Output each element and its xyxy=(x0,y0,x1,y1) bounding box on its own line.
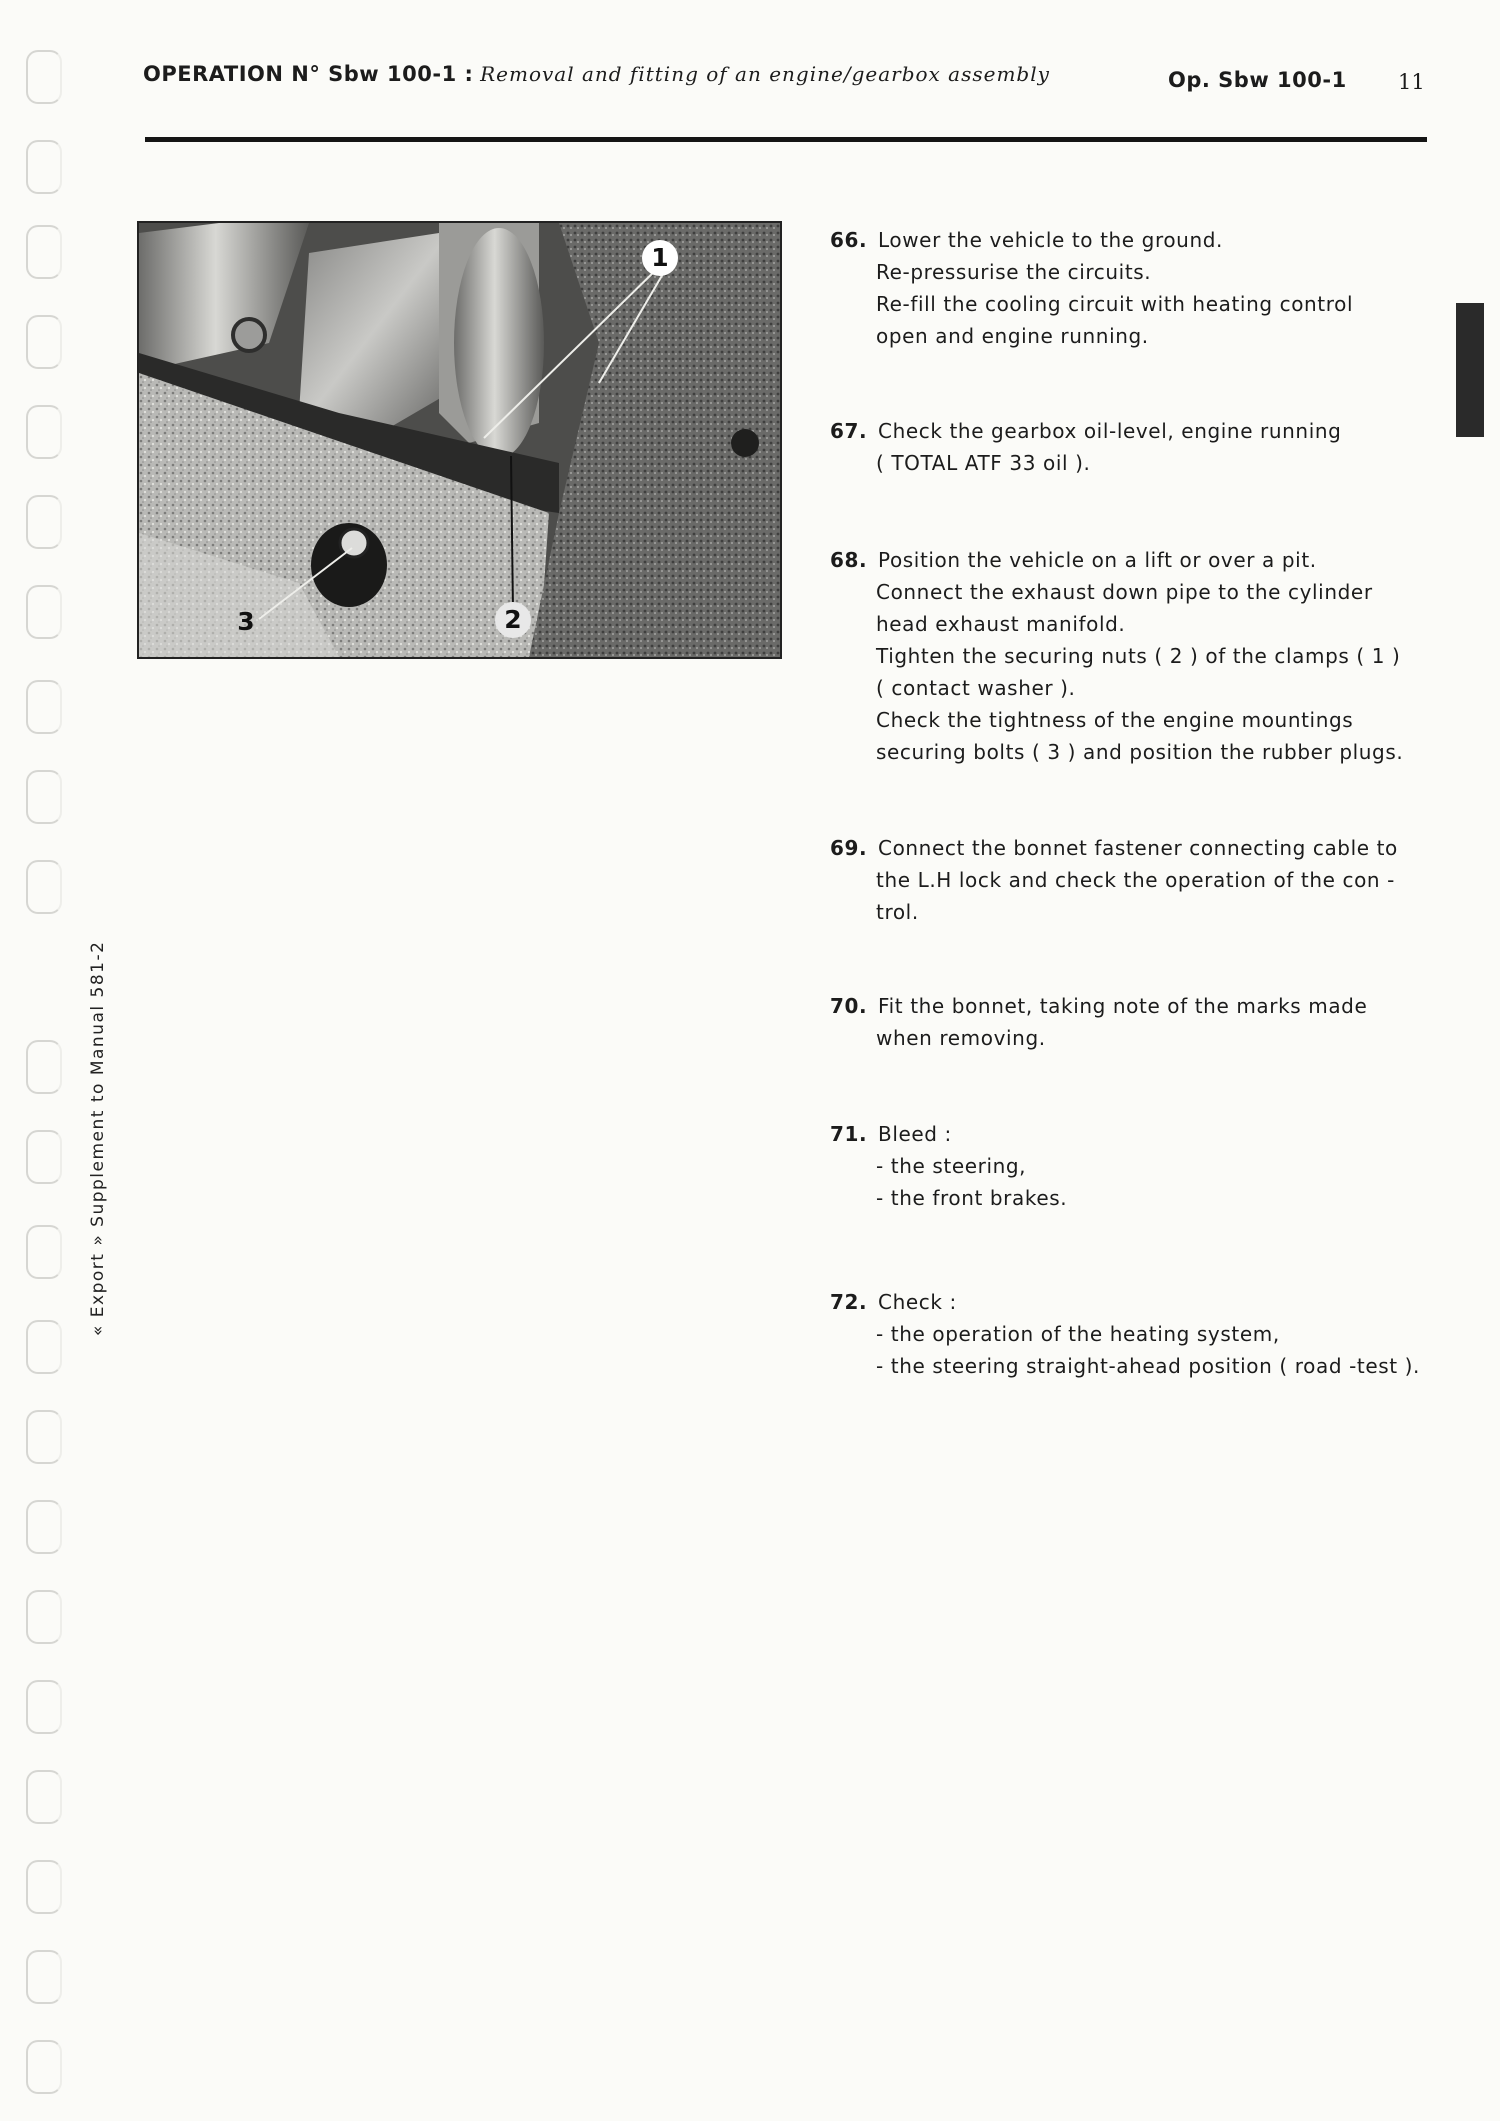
step-69 xyxy=(830,832,1440,928)
binder-hole xyxy=(26,2040,62,2094)
step-line: the L.H lock and check the operation of the con - xyxy=(876,868,1395,892)
step-70 xyxy=(830,990,1440,1054)
step-line: Check : xyxy=(878,1290,957,1314)
binder-hole xyxy=(26,1500,62,1554)
step-line: when removing. xyxy=(876,1026,1046,1050)
callout-2: 2 xyxy=(495,602,531,638)
binder-holes xyxy=(18,0,68,2121)
step-68 xyxy=(830,544,1440,768)
step-number: 68. xyxy=(830,548,868,572)
step-71 xyxy=(830,1118,1440,1214)
step-line: Check the tightness of the engine mountings xyxy=(876,708,1354,732)
step-line: Position the vehicle on a lift or over a pit. xyxy=(878,548,1317,572)
binder-hole xyxy=(26,495,62,549)
binder-hole xyxy=(26,1410,62,1464)
binder-hole xyxy=(26,860,62,914)
step-67 xyxy=(830,415,1440,479)
step-number: 70. xyxy=(830,994,868,1018)
operation-reference: Op. Sbw 100-1 xyxy=(1168,68,1347,92)
binder-hole xyxy=(26,1680,62,1734)
step-line: ( contact washer ). xyxy=(876,676,1076,700)
engine-bay-illustration xyxy=(139,223,780,657)
step-number: 69. xyxy=(830,836,868,860)
binder-hole xyxy=(26,1860,62,1914)
page-number: 11 xyxy=(1398,70,1425,94)
step-line: Lower the vehicle to the ground. xyxy=(878,228,1223,252)
binder-hole xyxy=(26,1130,62,1184)
binder-hole xyxy=(26,50,62,104)
margin-tab-marker xyxy=(1456,303,1484,437)
binder-hole xyxy=(26,140,62,194)
binder-hole xyxy=(26,770,62,824)
engine-bay-photo xyxy=(137,221,782,659)
step-line: Bleed : xyxy=(878,1122,952,1146)
callout-3: 3 xyxy=(237,607,255,636)
step-line: ( TOTAL ATF 33 oil ). xyxy=(876,451,1091,475)
step-line: open and engine running. xyxy=(876,324,1149,348)
step-line: securing bolts ( 3 ) and position the rubber plugs. xyxy=(876,740,1404,764)
operation-title: Removal and fitting of an engine/gearbox assembly xyxy=(480,62,1050,86)
step-line: - the steering straight-ahead position ( road -test ). xyxy=(876,1354,1421,1378)
step-number: 66. xyxy=(830,228,868,252)
manual-side-note: « Export » Supplement to Manual 581-2 xyxy=(88,940,108,1336)
step-line: trol. xyxy=(876,900,919,924)
step-line: - the operation of the heating system, xyxy=(876,1322,1280,1346)
step-line: - the steering, xyxy=(876,1154,1027,1178)
step-line: Tighten the securing nuts ( 2 ) of the clamps ( 1 ) xyxy=(876,644,1401,668)
binder-hole xyxy=(26,1225,62,1279)
step-66 xyxy=(830,224,1440,352)
binder-hole xyxy=(26,225,62,279)
binder-hole xyxy=(26,405,62,459)
binder-hole xyxy=(26,1590,62,1644)
step-line: Re-fill the cooling circuit with heating control xyxy=(876,292,1354,316)
operation-label: OPERATION N° Sbw 100-1 : xyxy=(143,62,474,86)
step-line: head exhaust manifold. xyxy=(876,612,1126,636)
step-line: Connect the bonnet fastener connecting cable to xyxy=(878,836,1398,860)
binder-hole xyxy=(26,1040,62,1094)
step-72 xyxy=(830,1286,1440,1382)
step-line: Fit the bonnet, taking note of the marks made xyxy=(878,994,1368,1018)
step-line: Check the gearbox oil-level, engine running xyxy=(878,419,1342,443)
step-number: 71. xyxy=(830,1122,868,1146)
binder-hole xyxy=(26,680,62,734)
step-number: 72. xyxy=(830,1290,868,1314)
binder-hole xyxy=(26,1950,62,2004)
binder-hole xyxy=(26,1770,62,1824)
step-line: Connect the exhaust down pipe to the cylinder xyxy=(876,580,1373,604)
callout-1: 1 xyxy=(642,240,678,276)
binder-hole xyxy=(26,315,62,369)
step-line: Re-pressurise the circuits. xyxy=(876,260,1152,284)
binder-hole xyxy=(26,585,62,639)
header-rule xyxy=(145,137,1427,142)
step-number: 67. xyxy=(830,419,868,443)
step-line: - the front brakes. xyxy=(876,1186,1068,1210)
binder-hole xyxy=(26,1320,62,1374)
